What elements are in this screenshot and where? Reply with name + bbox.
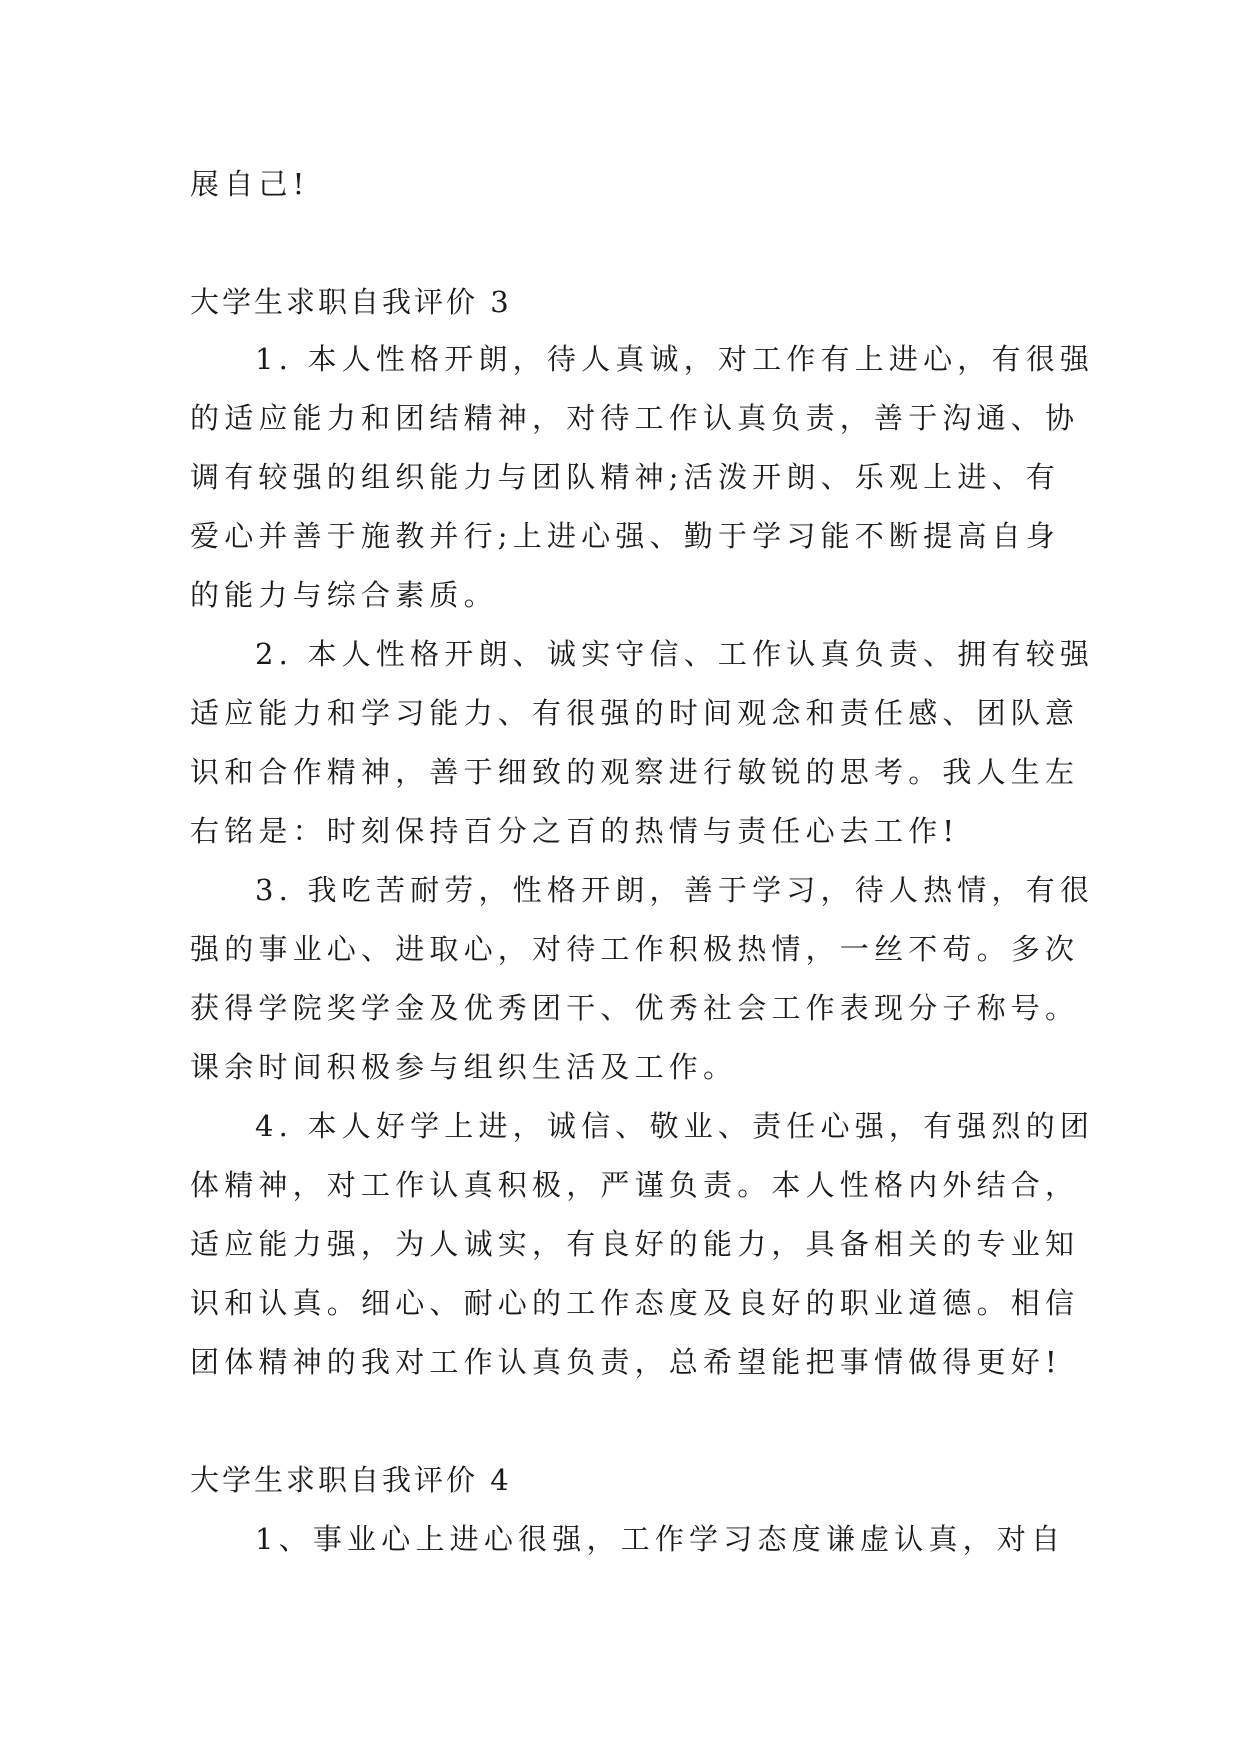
paragraph-line: 强的事业心、进取心，对待工作积极热情，一丝不苟。多次 (190, 932, 1080, 966)
paragraph-line: 4. 本人好学上进，诚信、敬业、责任心强，有强烈的团 (255, 1109, 1095, 1143)
section-heading-3: 大学生求职自我评价 3 (190, 285, 512, 319)
section-heading-4: 大学生求职自我评价 4 (190, 1463, 512, 1497)
paragraph-line: 适应能力和学习能力、有很强的时间观念和责任感、团队意 (190, 696, 1080, 730)
paragraph-line: 识和合作精神，善于细致的观察进行敏锐的思考。我人生左 (190, 755, 1080, 789)
paragraph-line: 1. 本人性格开朗，待人真诚，对工作有上进心，有很强 (255, 342, 1095, 376)
paragraph-line: 右铭是：时刻保持百分之百的热情与责任心去工作! (190, 814, 960, 848)
paragraph-line: 1、事业心上进心很强，工作学习态度谦虚认真，对自 (255, 1522, 1066, 1556)
continued-text-fragment: 展自己! (190, 167, 310, 201)
paragraph-line: 识和认真。细心、耐心的工作态度及良好的职业道德。相信 (190, 1286, 1080, 1320)
paragraph-line: 体精神，对工作认真积极，严谨负责。本人性格内外结合， (190, 1168, 1080, 1202)
paragraph-line: 3. 我吃苦耐劳，性格开朗，善于学习，待人热情，有很 (255, 873, 1095, 907)
paragraph-line: 调有较强的组织能力与团队精神;活泼开朗、乐观上进、有 (190, 460, 1060, 494)
paragraph-line: 团体精神的我对工作认真负责，总希望能把事情做得更好! (190, 1345, 1062, 1379)
paragraph-line: 的能力与综合素质。 (190, 578, 498, 612)
paragraph-line: 2. 本人性格开朗、诚实守信、工作认真负责、拥有较强 (255, 637, 1095, 671)
paragraph-line: 适应能力强，为人诚实，有良好的能力，具备相关的专业知 (190, 1227, 1080, 1261)
paragraph-line: 课余时间积极参与组织生活及工作。 (190, 1050, 738, 1084)
paragraph-line: 爱心并善于施教并行;上进心强、勤于学习能不断提高自身 (190, 519, 1060, 553)
paragraph-line: 的适应能力和团结精神，对待工作认真负责，善于沟通、协 (190, 401, 1080, 435)
paragraph-line: 获得学院奖学金及优秀团干、优秀社会工作表现分子称号。 (190, 991, 1080, 1025)
